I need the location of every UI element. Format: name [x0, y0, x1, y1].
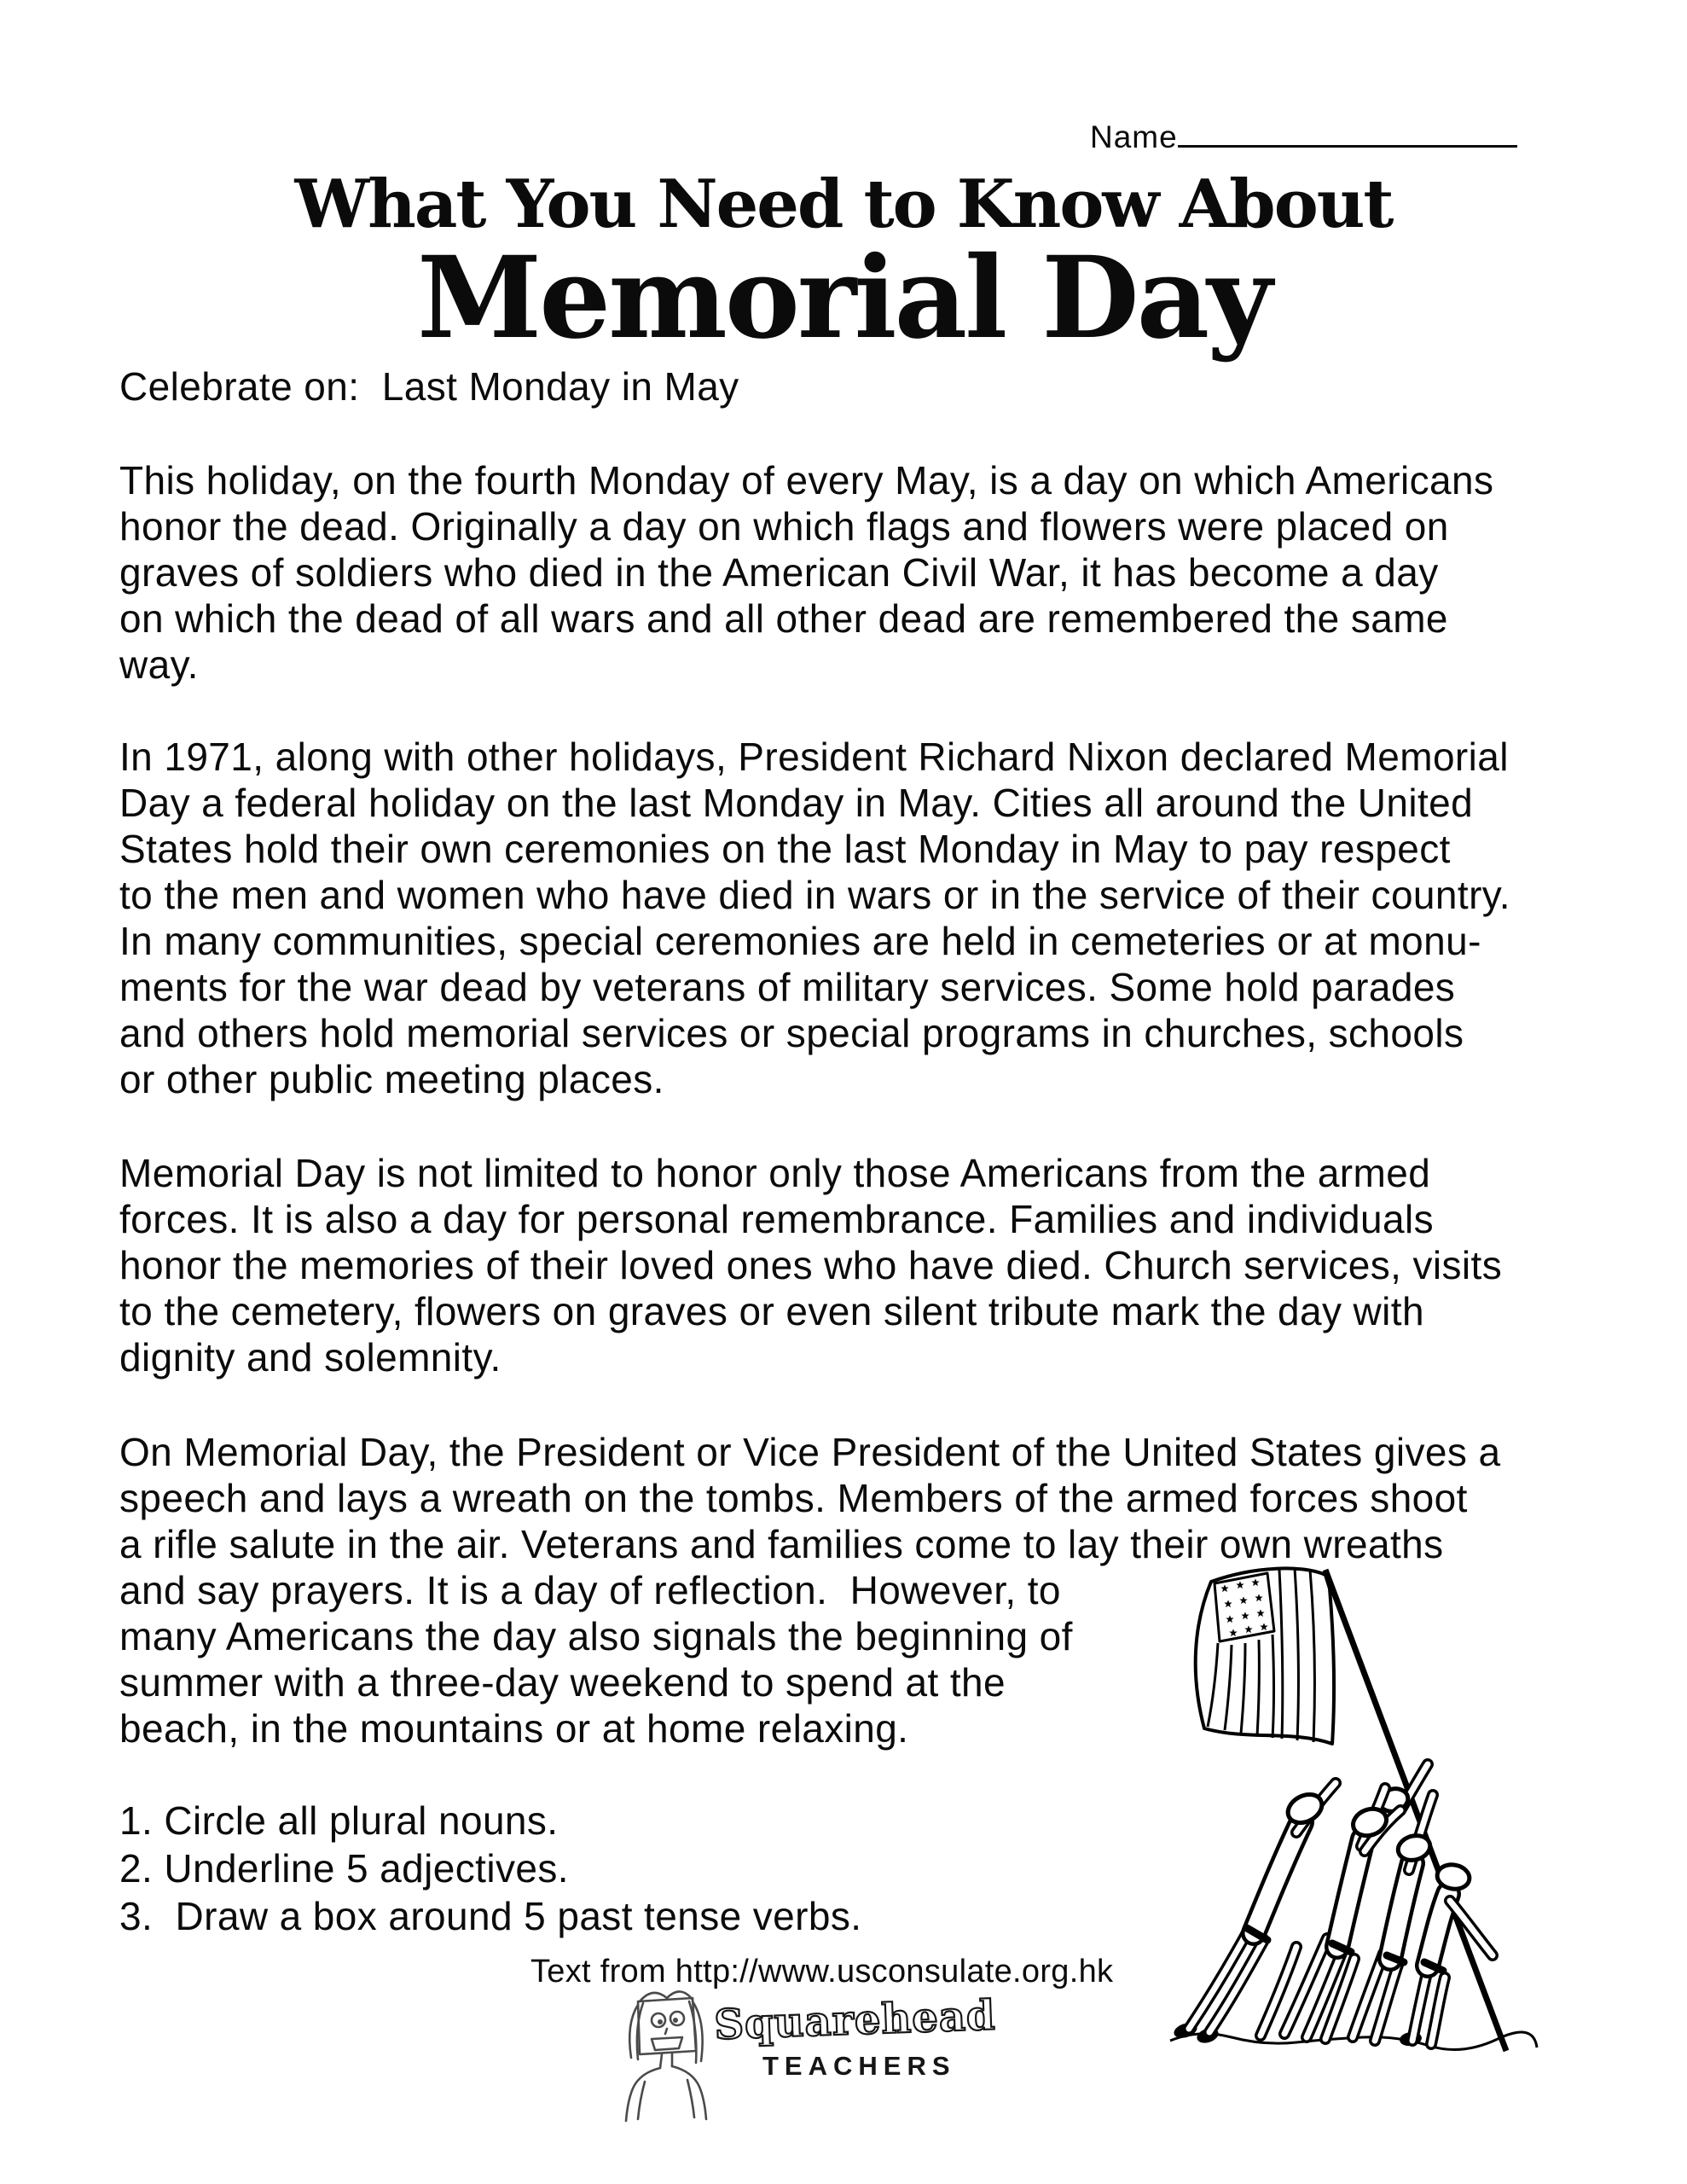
- text-line: Day a federal holiday on the last Monday in May. Cities all around the United: [119, 781, 1474, 825]
- logo-sub-text: TEACHERS: [762, 2051, 956, 2081]
- text-line: dignity and solemnity.: [119, 1335, 501, 1380]
- iwo-jima-flag-raising-illustration: [1158, 1561, 1544, 2065]
- text-line: In 1971, along with other holidays, President Richard Nixon declared Memorial: [119, 735, 1509, 779]
- text-line: and others hold memorial services or special programs in churches, schools: [119, 1011, 1464, 1055]
- text-line: 3. Draw a box around 5 past tense verbs.: [119, 1894, 862, 1938]
- text-line: way.: [119, 642, 199, 687]
- text-line: honor the dead. Originally a day on which flags and flowers were placed on: [119, 504, 1449, 549]
- text-line: forces. It is also a day for personal remembrance. Families and individuals: [119, 1197, 1435, 1241]
- squarehead-teachers-logo: [614, 1979, 1006, 2124]
- page-title-kicker: What You Need to Know About: [294, 166, 1393, 243]
- source-line: Text from http://www.usconsulate.org.hk: [530, 1954, 1114, 1989]
- text-line: or other public meeting places.: [119, 1057, 664, 1101]
- paragraph-1: [119, 457, 1493, 688]
- celebrate-line: Celebrate on: Last Monday in May: [119, 364, 739, 409]
- text-line: honor the memories of their loved ones who have died. Church services, visits: [119, 1243, 1503, 1287]
- text-line: graves of soldiers who died in the American Civil War, it has become a day: [119, 550, 1439, 595]
- logo-brand-text: Squarehead: [713, 1991, 997, 2049]
- us-flag-icon: [1196, 1568, 1334, 1744]
- text-line: to the cemetery, flowers on graves or even silent tribute mark the day with: [119, 1289, 1424, 1333]
- page-title: Memorial Day: [417, 232, 1270, 364]
- text-line: summer with a three-day weekend to spend at the: [119, 1660, 1006, 1705]
- text-line: ments for the war dead by veterans of military services. Some hold parades: [119, 965, 1456, 1009]
- text-line: On Memorial Day, the President or Vice President of the United States gives a: [119, 1430, 1501, 1474]
- name-row: [1090, 116, 1517, 155]
- text-line: Memorial Day is not limited to honor only those Americans from the armed: [119, 1151, 1431, 1195]
- text-line: a rifle salute in the air. Veterans and families come to lay their own wreaths: [119, 1522, 1444, 1566]
- text-line: 1. Circle all plural nouns.: [119, 1798, 559, 1843]
- text-line: and say prayers. It is a day of reflection. However, to: [119, 1568, 1061, 1612]
- name-write-line: [1178, 116, 1517, 148]
- text-line: 2. Underline 5 adjectives.: [119, 1846, 569, 1891]
- text-line: This holiday, on the fourth Monday of every May, is a day on which Americans: [119, 458, 1494, 502]
- paragraph-3: [119, 1150, 1502, 1380]
- text-line: States hold their own ceremonies on the last Monday in May to pay respect: [119, 827, 1451, 871]
- soldiers-group: [1172, 1764, 1493, 2048]
- text-line: In many communities, special ceremonies are held in cemeteries or at monu-: [119, 919, 1481, 963]
- instructions-list: [119, 1797, 861, 1940]
- text-line: to the men and women who have died in wars or in the service of their country.: [119, 873, 1510, 917]
- name-label: Name: [1090, 119, 1178, 154]
- paragraph-2: [119, 734, 1510, 1102]
- text-line: on which the dead of all wars and all other dead are remembered the same: [119, 596, 1448, 641]
- text-line: speech and lays a wreath on the tombs. Members of the armed forces shoot: [119, 1476, 1468, 1520]
- text-line: beach, in the mountains or at home relaxing.: [119, 1706, 909, 1751]
- text-line: many Americans the day also signals the beginning of: [119, 1614, 1073, 1658]
- squarehead-person-sketch-icon: [626, 1991, 706, 2121]
